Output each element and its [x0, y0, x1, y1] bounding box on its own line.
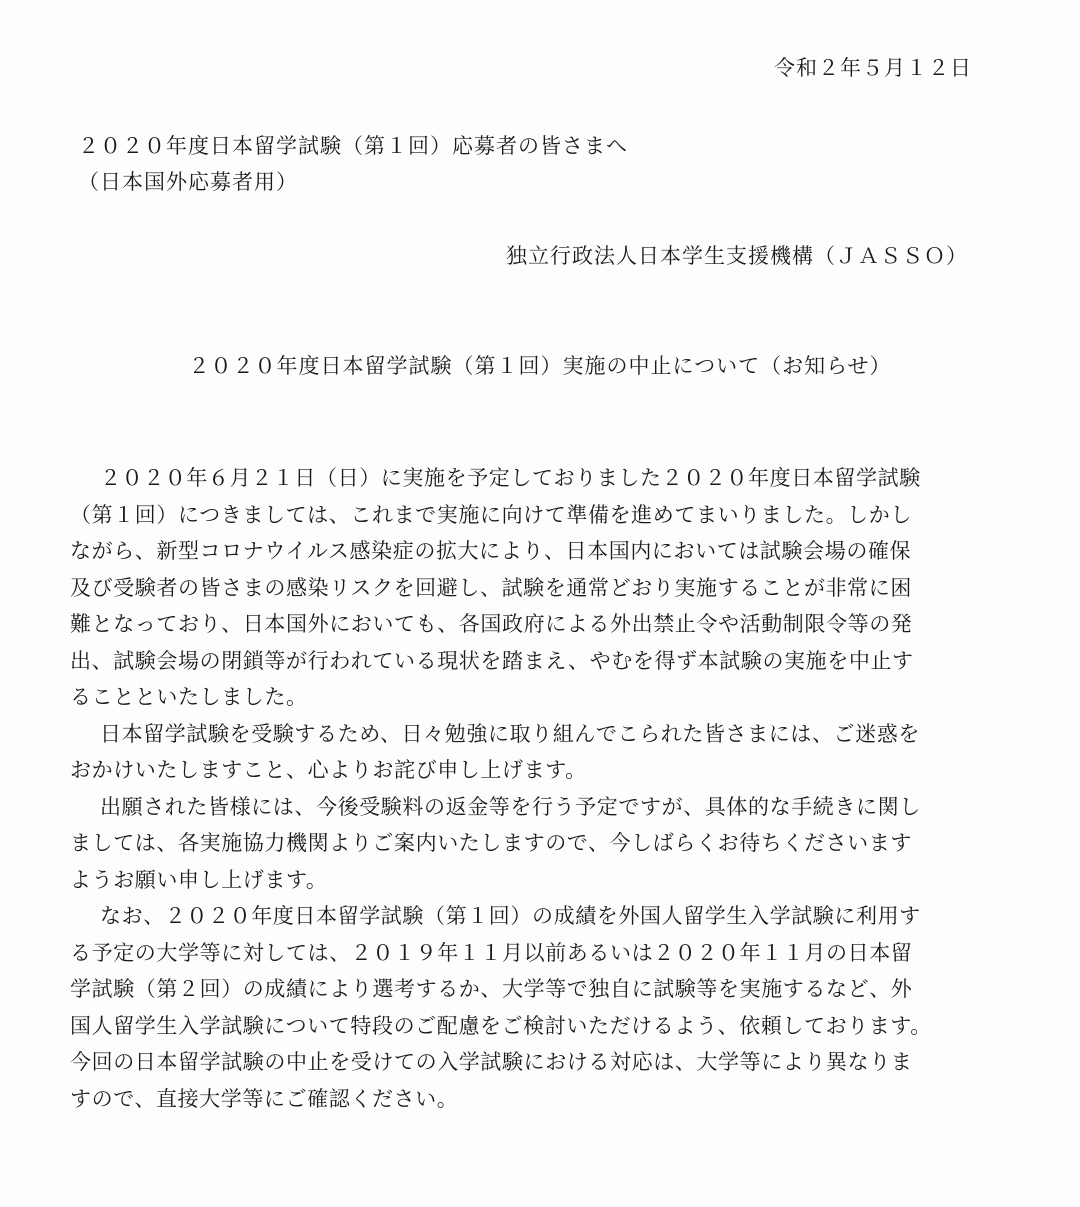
- text-line: 国人留学生入学試験について特段のご配慮をご検討いただけるよう、依頼しております。: [70, 1013, 932, 1038]
- document-date: 令和２年５月１２日: [774, 56, 972, 80]
- text-line: 難となっており、日本国外においても、各国政府による外出禁止令や活動制限令等の発: [70, 612, 913, 636]
- text-line: 日本留学試験を受験するため、日々勉強に取り組んでこられた皆さまには、ご迷惑を: [100, 721, 920, 746]
- sender-organization: 独立行政法人日本学生支援機構（ＪＡＳＳＯ）: [506, 244, 968, 268]
- text-line: 及び受験者の皆さまの感染リスクを回避し、試験を通常どおり実施することが非常に困: [70, 575, 912, 600]
- text-line: なお、２０２０年度日本留学試験（第１回）の成績を外国人留学生入学試験に利用す: [100, 904, 921, 928]
- text-line: 学試験（第２回）の成績により選考するか、大学等で独自に試験等を実施するなど、外: [70, 977, 913, 1001]
- text-line: （第１回）につきましては、これまで実施に向けて準備を進めてまいりました。しかし: [70, 502, 912, 527]
- text-line: ることといたしました。: [70, 685, 308, 709]
- text-line: すので、直接大学等にご確認ください。: [70, 1086, 459, 1111]
- text-line: 出、試験会場の閉鎖等が行われている現状を踏まえ、やむを得ず本試験の実施を中止す: [70, 648, 914, 673]
- recipient-line: ２０２０年度日本留学試験（第１回）応募者の皆さまへ: [78, 134, 628, 158]
- paragraph-3: [70, 789, 990, 899]
- paragraph-2: [70, 716, 990, 789]
- document-body: [70, 460, 990, 1117]
- text-line: ましては、各実施協力機関よりご案内いたしますので、今しばらくお待ちくださいます: [70, 831, 912, 855]
- document-subject: ２０２０年度日本留学試験（第１回）実施の中止について（お知らせ）: [188, 354, 892, 378]
- paragraph-4: [70, 898, 990, 1117]
- text-line: る予定の大学等に対しては、２０１９年１１月以前あるいは２０２０年１１月の日本留: [70, 940, 913, 965]
- recipient-note: （日本国外応募者用）: [78, 170, 298, 194]
- text-line: ようお願い申し上げます。: [70, 867, 328, 892]
- paragraph-1: [70, 460, 990, 716]
- text-line: ながら、新型コロナウイルス感染症の拡大により、日本国内においては試験会場の確保: [70, 539, 912, 563]
- text-line: 今回の日本留学試験の中止を受けての入学試験における対応は、大学等により異なりま: [70, 1050, 913, 1074]
- recipient-block: [78, 128, 628, 200]
- text-line: おかけいたしますこと、心よりお詫び申し上げます。: [70, 758, 587, 782]
- text-line: ２０２０年６月２１日（日）に実施を予定しておりました２０２０年度日本留学試験: [100, 466, 921, 490]
- text-line: 出願された皆様には、今後受験料の返金等を行う予定ですが、具体的な手続きに関し: [100, 794, 921, 819]
